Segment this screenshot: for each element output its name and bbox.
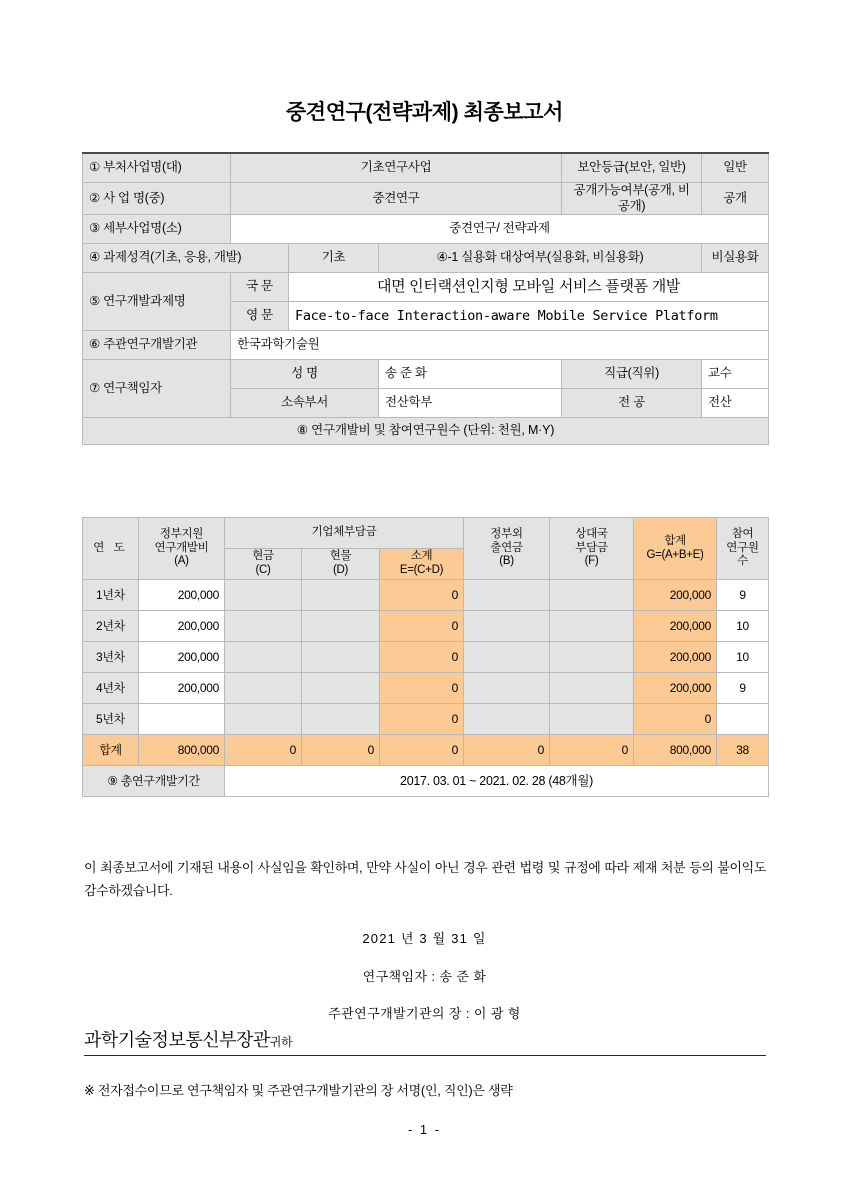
budget-total: 200,000: [634, 611, 717, 642]
budget-nongov: [464, 611, 550, 642]
table-row: [83, 153, 769, 183]
project-title-label: ⑤ 연구개발과제명: [83, 273, 231, 331]
english-title-value: Face-to-face Interaction-aware Mobile Service Platform: [289, 302, 769, 331]
budget-total-grand: 800,000: [634, 735, 717, 766]
budget-year: 3년차: [83, 642, 139, 673]
budget-partner: [550, 611, 634, 642]
host-organization-label: ⑥ 주관연구개발기관: [83, 331, 231, 360]
table-row: [83, 331, 769, 360]
budget-researchers: 10: [717, 642, 769, 673]
host-organization-value: 한국과학기술원: [231, 331, 769, 360]
budget-total: 0: [634, 704, 717, 735]
budget-partner: [550, 642, 634, 673]
budget-gov: 200,000: [139, 580, 225, 611]
budget-nongov: [464, 642, 550, 673]
budget-inkind: [302, 611, 380, 642]
pi-name-value: 송 준 화: [379, 360, 562, 389]
table-row: [83, 673, 769, 704]
principal-investigator-label: ⑦ 연구책임자: [83, 360, 231, 418]
budget-subtotal: 0: [380, 611, 464, 642]
table-row: [83, 611, 769, 642]
budget-total-label: 합계: [83, 735, 139, 766]
budget-header-row-1: [83, 518, 769, 549]
budget-nongov: [464, 704, 550, 735]
budget-table: [82, 517, 769, 797]
research-period-label: ⑨ 총연구개발기간: [83, 766, 225, 797]
page-number: - 1 -: [407, 1122, 442, 1137]
budget-cash: [225, 611, 302, 642]
budget-total: 200,000: [634, 642, 717, 673]
korean-title-value: 대면 인터랙션인지형 모바일 서비스 플랫폼 개발: [289, 273, 769, 302]
budget-total-nongov: 0: [464, 735, 550, 766]
col-header-grand-total: 합계 G=(A+B+E): [634, 518, 717, 580]
disclosure-label: 공개가능여부(공개, 비공개): [562, 183, 702, 215]
security-level-value: 일반: [702, 153, 769, 183]
table-row: [83, 273, 769, 302]
table-row: [83, 215, 769, 244]
budget-inkind: [302, 642, 380, 673]
budget-total-cash: 0: [225, 735, 302, 766]
pi-position-value: 교수: [702, 360, 769, 389]
table-row: [83, 642, 769, 673]
budget-gov: [139, 704, 225, 735]
budget-year: 5년차: [83, 704, 139, 735]
disclosure-value: 공개: [702, 183, 769, 215]
signature-date: 2021 년 3 월 31 일: [362, 931, 487, 946]
project-nature-value: 기초: [289, 244, 379, 273]
project-nature-label: ④ 과제성격(기초, 응용, 개발): [83, 244, 289, 273]
col-header-nongov-contribution: 정부외 출연금 (B): [464, 518, 550, 580]
budget-inkind: [302, 673, 380, 704]
budget-inkind: [302, 704, 380, 735]
budget-year: 1년차: [83, 580, 139, 611]
budget-total-inkind: 0: [302, 735, 380, 766]
commercialization-value: 비실용화: [702, 244, 769, 273]
col-header-cash: 현금 (C): [225, 549, 302, 580]
addressee-name: 과학기술정보통신부장관: [84, 1030, 270, 1050]
pi-position-label: 직급(직위): [562, 360, 702, 389]
col-header-company-subtotal: 소계 E=(C+D): [380, 549, 464, 580]
budget-gov: 200,000: [139, 611, 225, 642]
col-header-researchers: 참여 연구원수: [717, 518, 769, 580]
program-name-value: 중견연구: [231, 183, 562, 215]
budget-subtotal: 0: [380, 642, 464, 673]
program-name-label: ② 사 업 명(중): [83, 183, 231, 215]
pi-department-value: 전산학부: [379, 389, 562, 418]
budget-total-gov: 800,000: [139, 735, 225, 766]
pi-major-value: 전산: [702, 389, 769, 418]
budget-subtotal: 0: [380, 704, 464, 735]
budget-total-researchers: 38: [717, 735, 769, 766]
table-row: [83, 580, 769, 611]
col-header-company-share: 기업체부담금: [225, 518, 464, 549]
table-row: [83, 704, 769, 735]
budget-researchers: 9: [717, 580, 769, 611]
budget-researchers: 9: [717, 673, 769, 704]
korean-title-label: 국 문: [231, 273, 289, 302]
signature-omission-note: ※ 전자접수이므로 연구책임자 및 주관연구개발기관의 장 서명(인, 직인)은 생략: [84, 1083, 513, 1098]
budget-total: 200,000: [634, 673, 717, 704]
table-row: [83, 244, 769, 273]
commercialization-label: ④-1 실용화 대상여부(실용화, 비실용화): [379, 244, 702, 273]
col-header-partner-country: 상대국 부담금 (F): [550, 518, 634, 580]
table-row: [83, 418, 769, 445]
research-period-row: [83, 766, 769, 797]
budget-partner: [550, 673, 634, 704]
english-title-label: 영 문: [231, 302, 289, 331]
research-period-value: 2017. 03. 01 ~ 2021. 02. 28 (48개월): [225, 766, 769, 797]
pi-major-label: 전 공: [562, 389, 702, 418]
budget-researchers: [717, 704, 769, 735]
budget-total-partner: 0: [550, 735, 634, 766]
confirmation-statement: 이 최종보고서에 기재된 내용이 사실임을 확인하며, 만약 사실이 아닌 경우 관련 법령 및 규정에 따라 제재 처분 등의 불이익도 감수하겠습니다.: [84, 860, 766, 898]
budget-partner: [550, 704, 634, 735]
table-row: [83, 360, 769, 389]
budget-partner: [550, 580, 634, 611]
addressee-line: [84, 1026, 766, 1056]
sub-program-value: 중견연구/ 전략과제: [231, 215, 769, 244]
ministry-program-value: 기초연구사업: [231, 153, 562, 183]
budget-cash: [225, 673, 302, 704]
project-info-table: [82, 152, 769, 445]
budget-caption: ⑧ 연구개발비 및 참여연구원수 (단위: 천원, M·Y): [83, 418, 769, 445]
table-row: [83, 183, 769, 215]
budget-total-subtotal: 0: [380, 735, 464, 766]
budget-inkind: [302, 580, 380, 611]
budget-year: 2년차: [83, 611, 139, 642]
sub-program-label: ③ 세부사업명(소): [83, 215, 231, 244]
budget-subtotal: 0: [380, 673, 464, 704]
org-head-signature-line: 주관연구개발기관의 장 : 이 광 형: [328, 1006, 521, 1021]
budget-researchers: 10: [717, 611, 769, 642]
budget-nongov: [464, 580, 550, 611]
addressee-honorific: 귀하: [269, 1035, 293, 1049]
pi-department-label: 소속부서: [231, 389, 379, 418]
col-header-year: 연 도: [83, 518, 139, 580]
col-header-inkind: 현물 (D): [302, 549, 380, 580]
budget-total-row: [83, 735, 769, 766]
security-level-label: 보안등급(보안, 일반): [562, 153, 702, 183]
col-header-gov-support: 정부지원 연구개발비 (A): [139, 518, 225, 580]
page-title: 중견연구(전략과제) 최종보고서: [285, 101, 564, 124]
budget-year: 4년차: [83, 673, 139, 704]
budget-gov: 200,000: [139, 673, 225, 704]
pi-signature-line: 연구책임자 : 송 준 화: [362, 969, 487, 984]
budget-cash: [225, 704, 302, 735]
budget-nongov: [464, 673, 550, 704]
budget-gov: 200,000: [139, 642, 225, 673]
budget-subtotal: 0: [380, 580, 464, 611]
budget-total: 200,000: [634, 580, 717, 611]
budget-cash: [225, 642, 302, 673]
budget-cash: [225, 580, 302, 611]
pi-name-label: 성 명: [231, 360, 379, 389]
ministry-program-label: ① 부처사업명(대): [83, 153, 231, 183]
